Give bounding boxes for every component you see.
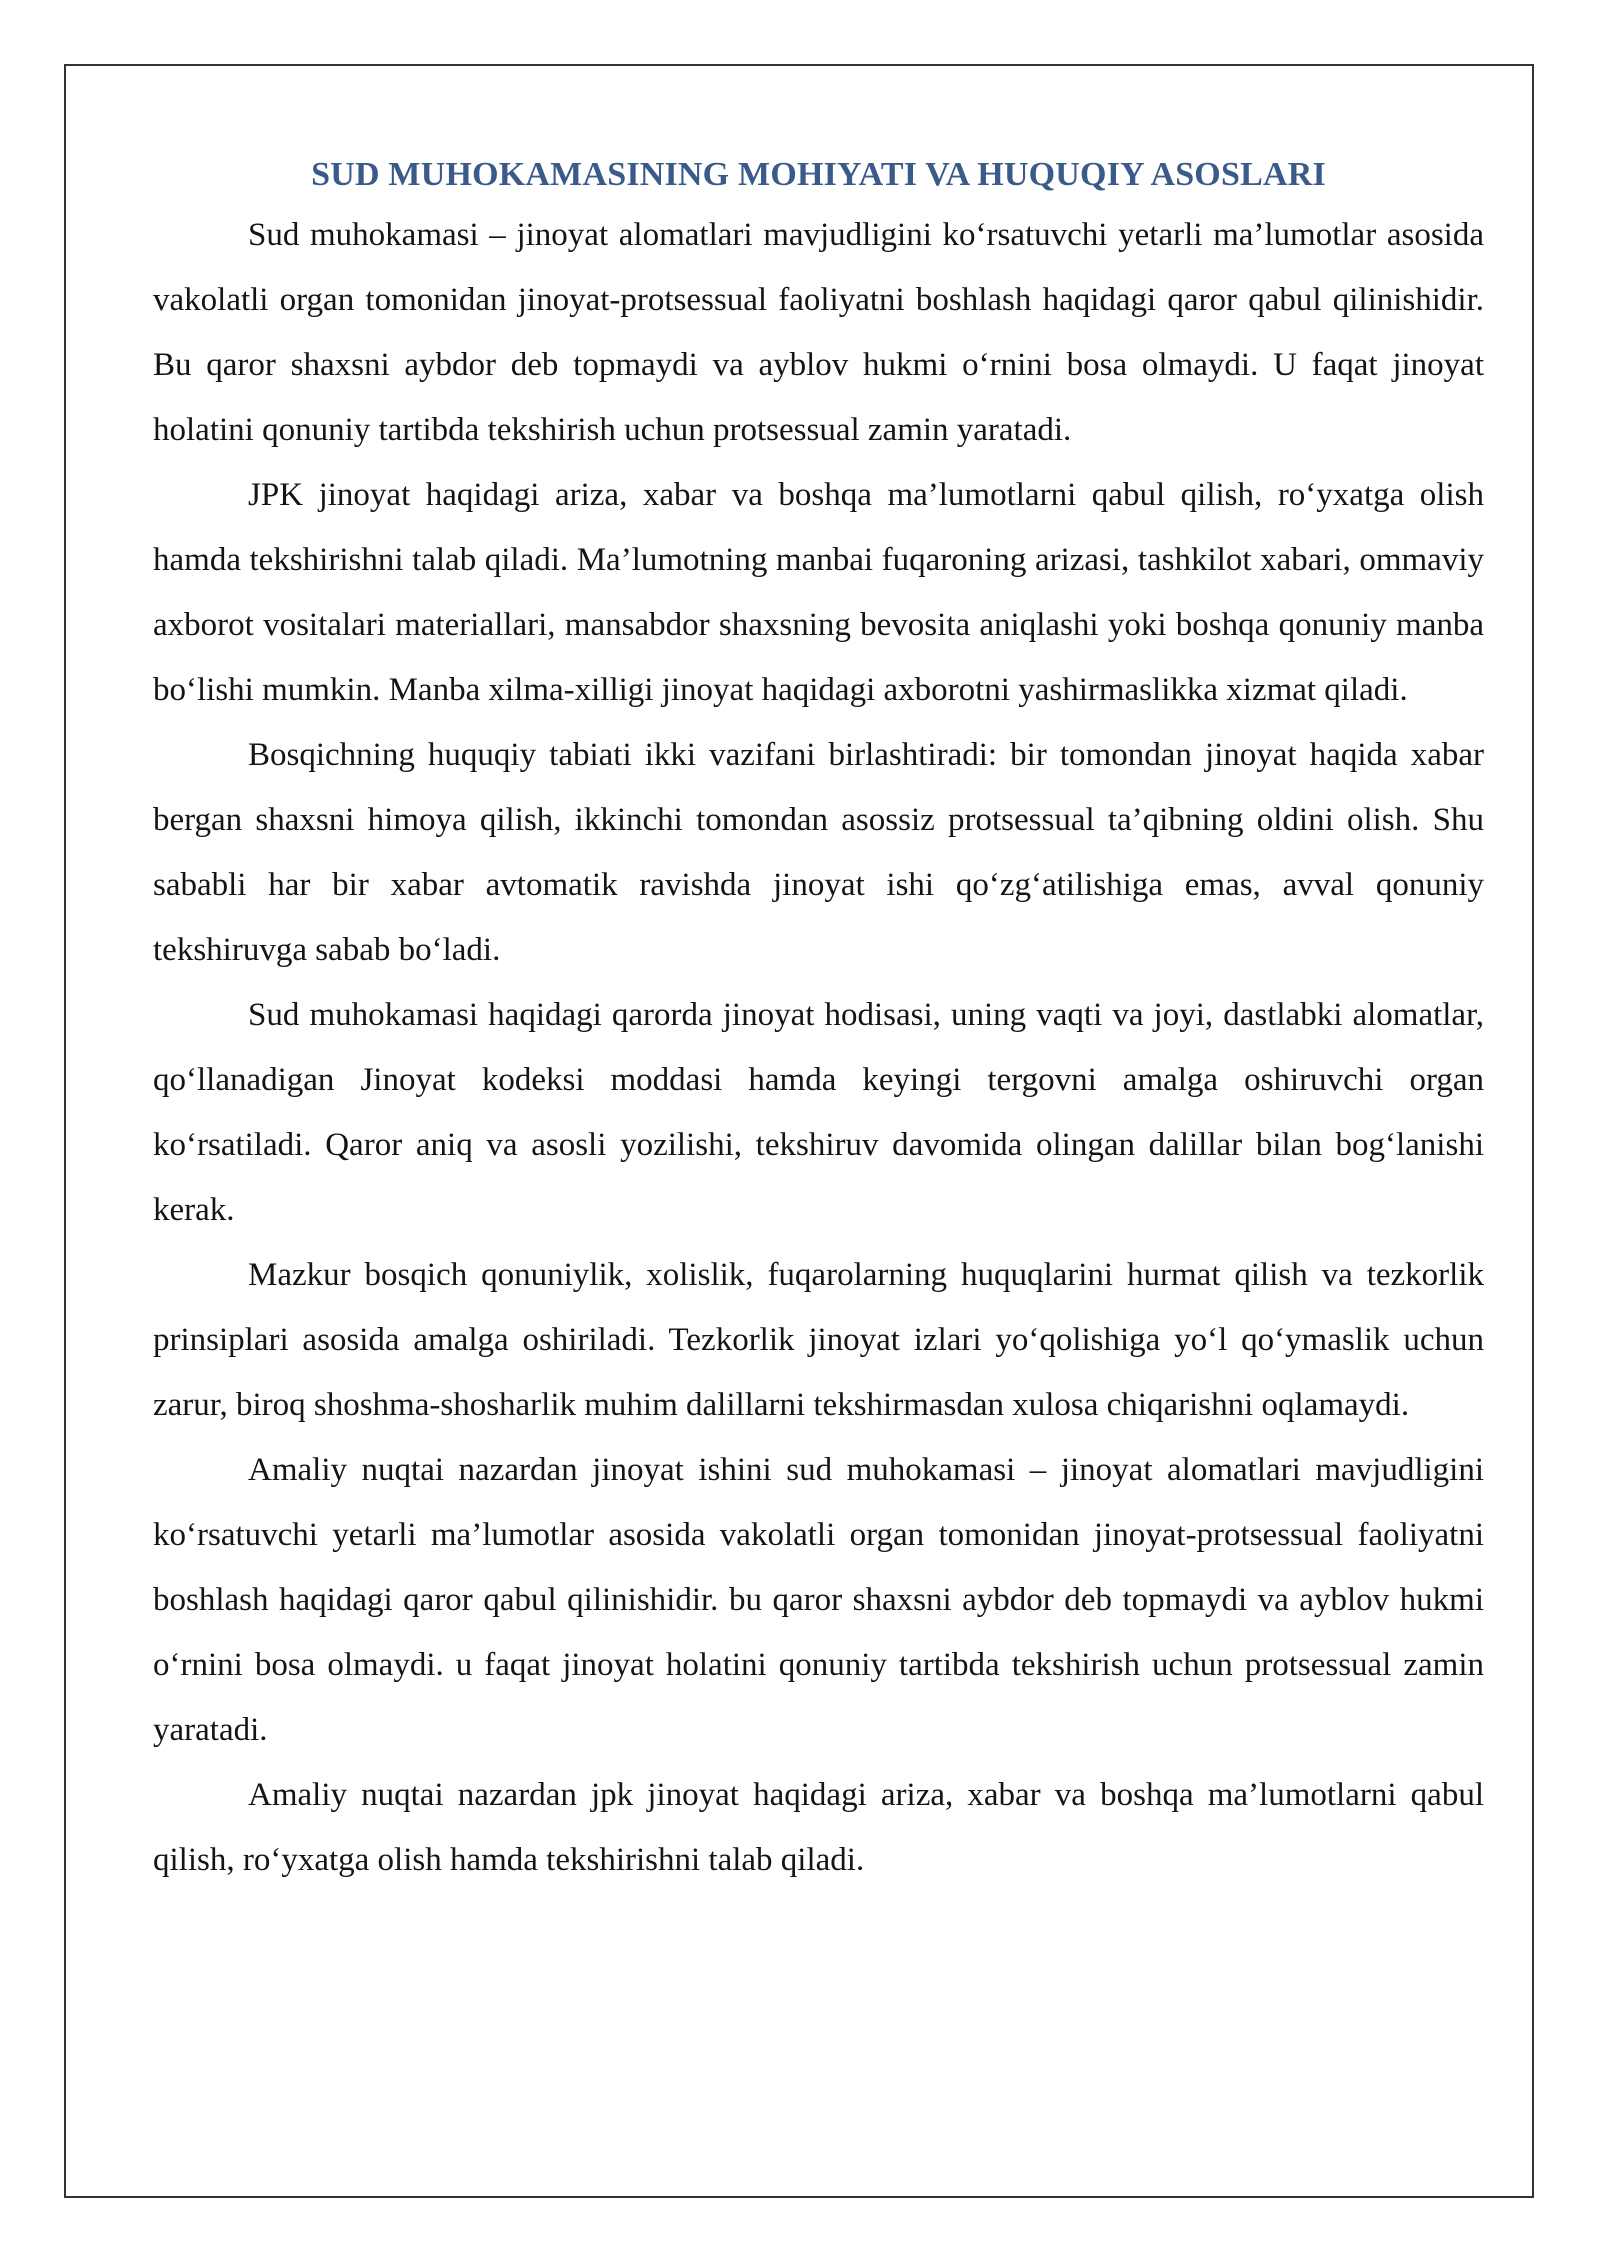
paragraph-4: Sud muhokamasi haqidagi qarorda jinoyat hodisasi, uning vaqti va joyi, dastlabki alomatlar, qo‘llanadigan Jinoyat kodeksi moddasi hamda keyingi tergovni amalga oshiruvchi organ ko‘rsatiladi. Qaror aniq va asosli yozilishi, tekshiruv davomida olingan dalillar bilan bog‘lanishi kerak. — [153, 997, 1484, 1228]
paragraph-6: Amaliy nuqtai nazardan jinoyat ishini sud muhokamasi – jinoyat alomatlari mavjudligini ko‘rsatuvchi yetarli ma’lumotlar asosida vakolatli organ tomonidan jinoyat-protsessual faoliyatni boshlash haqidagi qaror qabul qilinishidir. bu qaror shaxsni aybdor deb topmaydi va ayblov hukmi o‘rnini bosa olmaydi. u faqat jinoyat holatini qonuniy tartibda tekshirish uchun protsessual zamin yaratadi. — [153, 1452, 1484, 1748]
paragraph-5: Mazkur bosqich qonuniylik, xolislik, fuqarolarning huquqlarini hurmat qilish va tezkorlik prinsiplari asosida amalga oshiriladi. Tezkorlik jinoyat izlari yo‘qolishiga yo‘l qo‘ymaslik uchun zarur, biroq shoshma-shosharlik muhim dalillarni tekshirmasdan xulosa chiqarishni oqlamaydi. — [153, 1257, 1484, 1423]
paragraph-7: Amaliy nuqtai nazardan jpk jinoyat haqidagi ariza, xabar va boshqa ma’lumotlarni qabul qilish, ro‘yxatga olish hamda tekshirishni talab qiladi. — [153, 1777, 1484, 1878]
paragraph-3: Bosqichning huquqiy tabiati ikki vazifani birlashtiradi: bir tomondan jinoyat haqida xabar bergan shaxsni himoya qilish, ikkinchi tomondan asossiz protsessual ta’qibning oldini olish. Shu sababli har bir xabar avtomatik ravishda jinoyat ishi qo‘zg‘atilishiga emas, avval qonuniy tekshiruvga sabab bo‘ladi. — [153, 737, 1484, 968]
paragraph-2: JPK jinoyat haqidagi ariza, xabar va boshqa ma’lumotlarni qabul qilish, ro‘yxatga olish hamda tekshirishni talab qiladi. Ma’lumotning manbai fuqaroning arizasi, tashkilot xabari, ommaviy axborot vositalari materiallari, mansabdor shaxsning bevosita aniqlashi yoki boshqa qonuniy manba bo‘lishi mumkin. Manba xilma-xilligi jinoyat haqidagi axborotni yashirmaslikka xizmat qiladi. — [153, 477, 1484, 708]
document-title: SUD MUHOKAMASINING MOHIYATI VA HUQUQIY ASOSLARI — [311, 156, 1326, 193]
document-body — [153, 148, 1484, 1893]
paragraph-1: Sud muhokamasi – jinoyat alomatlari mavjudligini ko‘rsatuvchi yetarli ma’lumotlar asosida vakolatli organ tomonidan jinoyat-protsessual faoliyatni boshlash haqidagi qaror qabul qilinishidir. Bu qaror shaxsni aybdor deb topmaydi va ayblov hukmi o‘rnini bosa olmaydi. U faqat jinoyat holatini qonuniy tartibda tekshirish uchun protsessual zamin yaratadi. — [153, 217, 1484, 448]
